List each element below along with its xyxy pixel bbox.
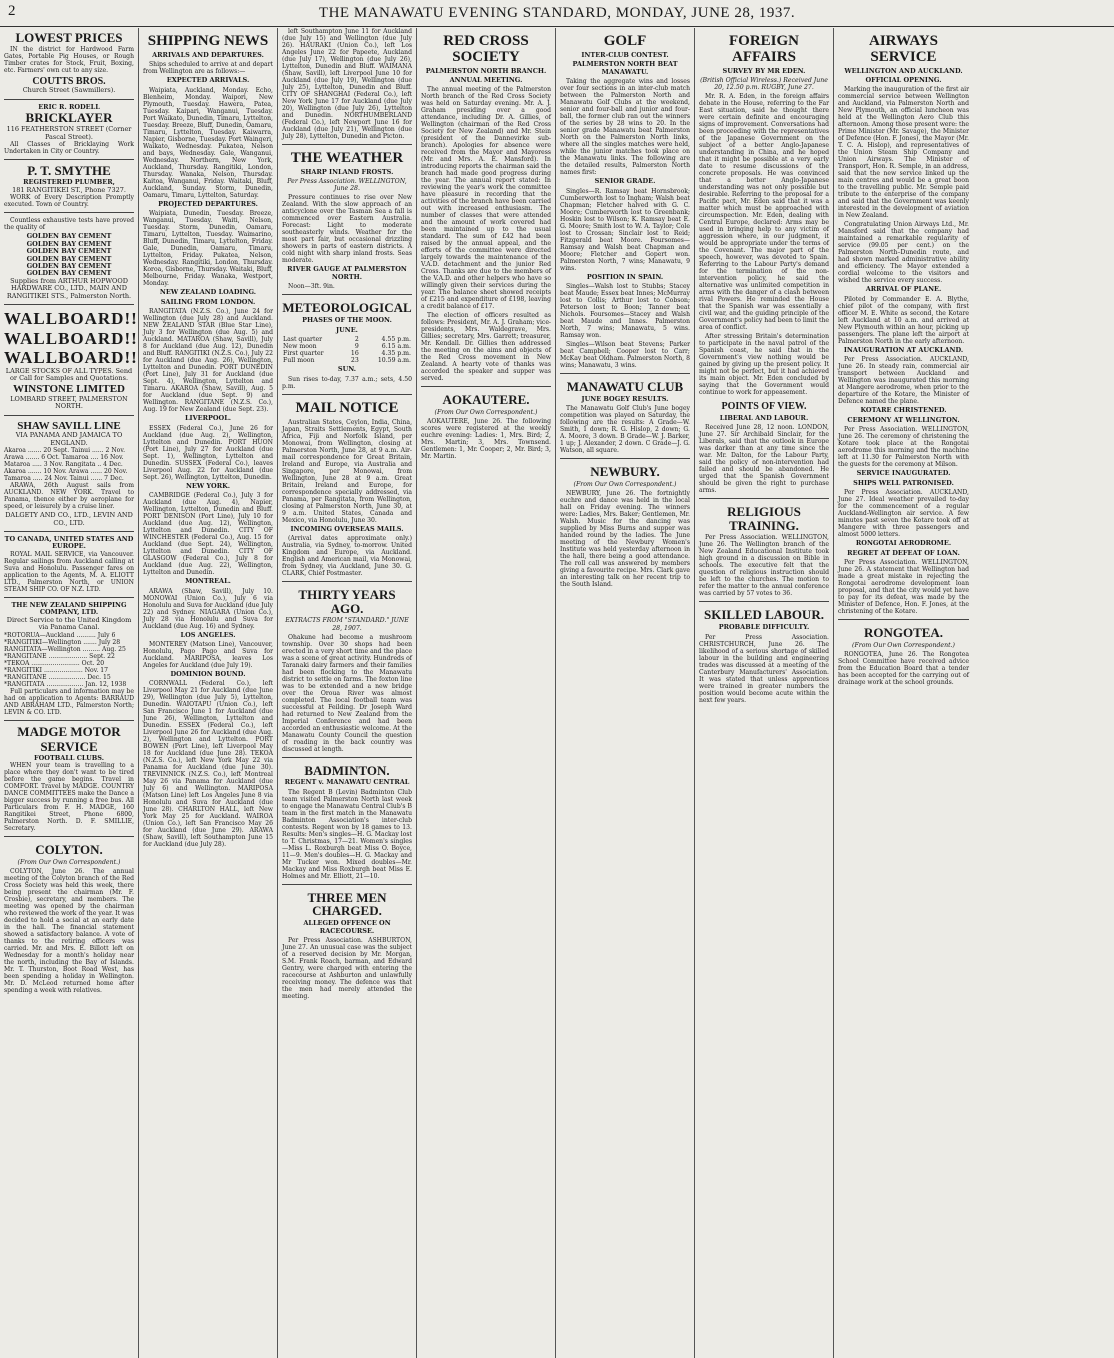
article-subheading: ALLEGED OFFENCE ON RACECOURSE. bbox=[303, 919, 391, 935]
article-heading: GOLF bbox=[603, 33, 647, 49]
sun-text: Sun rises to-day, 7.37 a.m.; sets, 4.50 p.m. bbox=[282, 375, 412, 390]
sailing-row: RANGITATA—Wellington ......... Aug. 25 bbox=[4, 645, 126, 653]
column-5-golf bbox=[556, 28, 695, 1358]
moon-phase: New moon bbox=[283, 343, 317, 351]
article-subheading: SURVEY BY MR EDEN. bbox=[722, 66, 806, 75]
article-body: AOKAUTERE, June 26. The following scores were registered at the weekly euchre evening: Ladies: 1, Mrs. Bird; 2, Mrs. Martin; 3, Mrs. Townsend. Gentlemen: 1, Mr. Cooper; 2, Mr. Bird; 3, Mr. Martin. bbox=[421, 418, 551, 461]
section-subheading: CEREMONY AT WELLINGTON. bbox=[847, 415, 960, 424]
section-body: Piloted by Commander E. A. Blythe, chief pilot of the company, with first officer M. E. White as second, the Kotare left Auckland at 10 a.m. and arrived at New Plymouth within an hour, picking up passengers. The plane left the airport at Palmerston North in the early afternoon. bbox=[838, 295, 969, 345]
divider bbox=[4, 159, 134, 160]
article-source: (From Our Own Correspondent.) bbox=[434, 409, 538, 417]
article-heading: BADMINTON. bbox=[304, 762, 390, 778]
section-heading: NEW YORK. bbox=[185, 481, 231, 490]
section-subheading: SAILING FROM LONDON. bbox=[160, 297, 256, 306]
ad-address: LOMBARD STREET, PALMERSTON NORTH. bbox=[10, 394, 128, 411]
article-body: Per Press Association. ASHBURTON, June 27. An unusual case was the subject of a reserved decision by Mr. Morgan, S.M. Frank Roach, barman, and Edward Gentry, were charged with entering the racecourse at Ashburton and unlawfully receiving money. The defence was that the men had merely attended the meeting. bbox=[282, 937, 412, 1001]
sailing-row: *RANGITATA ................... Jan. 12, 1938 bbox=[4, 680, 127, 688]
divider bbox=[4, 720, 134, 721]
divider bbox=[282, 884, 412, 885]
section-body: MONTEREY (Matson Line), Vancouver, Honolulu, Pago Pago and Suva for Auckland. MARIPOSA, leaves Los Angeles for Auckland (due July 19). bbox=[143, 640, 273, 669]
ad-madge-motor bbox=[4, 725, 134, 832]
article-body: The annual meeting of the Palmerston North branch of the Red Cross Society was held on Saturday evening. Mr. A. J. Graham presiding over a good attendance, including Dr. A. Gillies, of Wellington (chairman of the Red Cross Society for New Zealand) and Mr. Stein (president of the Dannevirke sub-branch). Apologies for absence were received from the Mayor and Mayoress (Mr. and Mrs. A. E. Mansford). In introducing reports the chairman said the branch had made good progress during the year. The annual report stated: In reviewing the year's work the committee have pleasure in recording that the activities of the branch have been carried out with increased enthusiasm. The number of classes that were attended and the amount of work covered had been maintained up to the usual standard. The sum of £42 had been raised by the annual appeal, and the efforts of the committee were directed largely towards the maintenance of the V.A.D. detachment and the junior Red Cross. Thanks are due to the members of the V.A.D. and other helpers who have so willingly given their services during the year. The balance sheet showed receipts of £215 and expenditure of £198, leaving a credit balance of £17. bbox=[421, 86, 551, 311]
table-row bbox=[282, 336, 412, 343]
ad-text: ARAWA, 26th August sails from AUCKLAND. NEW YORK. Travel to Panama, thence either by aeroplane for speed, or leisurely by a cruise liner. bbox=[4, 482, 134, 511]
section-body: Singles—R. Ramsay beat Hornsbrook; Cumberworth lost to Ingham; Walsh beat Chapman; Fletcher halved with G. C. Moore; Cumberworth lost to Greenbank; Hoskin lost to Wilson; K. Ramsay beat E. G. Moore; Smith lost to W. A. Taylor; Cole lost to Crossan; Sinclair lost to Reid; Fitzgerald beat Moore. Foursomes—Ramsay and Walsh beat Chapman and Moore; Fletcher and Gopert won. Palmerston North, 7 wins; Manawatu, 9 wins. bbox=[560, 187, 690, 272]
sailing-row: *RANGITIKI .................... Nov. 17 bbox=[4, 666, 109, 674]
article-heading: NEWBURY. bbox=[590, 464, 660, 480]
ad-address: Church Street (Sawmillers). bbox=[22, 86, 116, 95]
moon-phase: First quarter bbox=[283, 350, 324, 358]
ad-line: GOLDEN BAY CEMENT bbox=[26, 232, 112, 241]
ad-bricklayer bbox=[4, 104, 134, 155]
article-body: RONGOTEA, June 26. The Rongotea School Committee have received advice from the Education Board that a tender has been accepted for the carrying out of drainage work at the school grounds. bbox=[838, 650, 969, 686]
masthead-title: THE MANAWATU EVENING STANDARD, MONDAY, JUNE 28, 1937. bbox=[318, 4, 796, 21]
article-source: (From Our Own Correspondent.) bbox=[852, 641, 955, 649]
article-subheading: PHASES OF THE MOON. bbox=[302, 316, 392, 325]
section-body: CAMBRIDGE (Federal Co.), July 3 for Auckland (due Aug. 4), Napier, Wellington, Lyttelton, Dunedin and Bluff. PORT DENISON (Port Line), July 10 for Auckland (due Aug. 12), Wellington, Lyttelton and Dunedin. CITY OF WINCHESTER (Federal Co.), Aug. 15 for Auckland (due Sept. 24), Wellington, Lyttelton and Dunedin. CITY OF GLASGOW (Federal Co.), July 8 for Auckland (due Aug. 22), Wellington, Lyttelton and Dunedin. bbox=[143, 492, 273, 577]
section-heading: POSITION IN SPAIN. bbox=[586, 272, 664, 281]
section-body: ARAWA (Shaw, Savill), July 10. MONOWAI (Union Co.), July 6 via Honolulu and Suva for Auckland (due July 22) and Sydney. NIAGARA (Union Co.), July 28 via Honolulu and Suva for Auckland (due Aug. 16) and Sydney. bbox=[143, 587, 273, 630]
article-heading: MAIL NOTICE bbox=[295, 399, 399, 416]
ad-name: ERIC R. RODELL bbox=[38, 102, 100, 111]
article-source: (From Our Own Correspondent.) bbox=[573, 480, 677, 488]
moon-time: 6.15 a.m. bbox=[381, 343, 411, 351]
page-number: 2 bbox=[8, 3, 16, 19]
column-7-airways bbox=[834, 28, 973, 1358]
article-heading: THIRTY YEARS AGO. bbox=[298, 587, 396, 616]
article-heading: FOREIGN AFFAIRS bbox=[728, 33, 799, 65]
ad-text: IN the district for Hardwood Farm Gates, Portable Pig Houses, or Rough Timber crates for Stock, Fruit, Boxing, etc. Farmers' own cut to any size. bbox=[4, 45, 134, 74]
section-body: RANGITATA (N.Z.S. Co.), June 24 for Wellington (due July 28) and Auckland. NEW ZEALAND STAR (Blue Star Line), July 3 for Wellington (due Aug. 5) and Auckland. MATAROA (Shaw, Savill), July 8 for Auckland (due Aug. 12), Dunedin and Bluff. RANGITIKI (N.Z.S. Co.), July 22 for Auckland (due Aug. 26), Wellington, Lyttelton and Dunedin. PORT DUNEDIN (Port Line), July 31 for Auckland (due Sept. 4), Wellington, Lyttelton and Timaru. AKAROA (Shaw, Savill), Aug. 5 for Auckland (due Sept. 9) and Wellington. RANGITANE (N.Z.S. Co.), Aug. 19 for New Zealand (due Sept. 23). bbox=[143, 308, 273, 414]
sailing-row: Mataroa ..... 3 Nov. Rangitata .. 4 Dec. bbox=[4, 461, 123, 469]
article-subheading: WELLINGTON AND AUCKLAND. bbox=[844, 66, 963, 75]
ad-wallboard bbox=[4, 309, 138, 411]
article-heading: METEOROLOGICAL bbox=[282, 300, 412, 316]
section-heading: SERVICE INAUGURATED. bbox=[856, 469, 951, 478]
section-body: (Arrival dates approximate only.) Australia, via Sydney, to-morrow. United Kingdom and Europe, via Auckland. English and American mail, via Monowai, from Sydney, via Auckland, June 30. G. CLARK, Chief Postmaster. bbox=[282, 535, 412, 578]
divider bbox=[282, 144, 412, 145]
article-source: (British Official Wireless.) Received June 20, 12.50 p.m. RUGBY, June 27. bbox=[700, 76, 828, 92]
article-body: NEWBURY, June 26. The fortnightly euchre and dance was held in the local hall on Friday evening. The winners were: Ladies, Mrs. Baker; Gentlemen, Mr. Walsh. Music for the dancing was supplied by Miss Burns and supper was handed round by the ladies. The June meeting of the Newbury Women's Institute was held yesterday afternoon in the hall, there being a good attendance. The roll call was answered by members giving a favourite recipe. Mrs. Clark gave an interesting talk on her recent trip to the South Island. bbox=[560, 489, 690, 588]
divider bbox=[282, 394, 412, 395]
article-heading: COLYTON. bbox=[35, 842, 103, 858]
ad-sub: Direct Service to the United Kingdom via Panama Canal. bbox=[6, 615, 132, 632]
sailing-row: Akaroa ....... 10 Nov. Arawa ...... 20 Nov. bbox=[4, 468, 128, 476]
shipping-continued: left Southampton June 11 for Auckland (due July 15) and Wellington (due July 26). HAURAKI (Union Co.), left Los Angeles June 22 for Papeete, Auckland (due July 17), Wellington (due July 26), Lyttelton, Dunedin and Bluff. WAIMANA (Shaw, Savill), left Liverpool June 10 for Auckland (due July 19), Wellington (due July 25), Lyttelton, Dunedin and Bluff. CITY OF SHANGHAI (Federal Co.), left New York June 17 for Auckland (due July 20), Wellington (due July 26), Lyttelton and Dunedin. NORTHUMBERLAND (Federal Co.), left Newport June 16 for Auckland (due July 21), Wellington (due July 28), Lyttelton, Dunedin and Picton. bbox=[282, 28, 412, 140]
article-body: Received June 28, 12 noon. LONDON, June 27. Sir Archibald Sinclair, for the Liberals, said that the outlook in Europe was darker than at any time since the war. Mr. Dalton, for the Labour Party, said the policy of non-intervention had failed and should be abandoned. He urged that the Spanish Government should be given the right to purchase arms. bbox=[699, 424, 829, 495]
article-subheading: JUNE BOGEY RESULTS. bbox=[581, 394, 669, 403]
ad-line: WALLBOARD!! bbox=[4, 328, 138, 348]
section-body: Waipiata, Dunedin, Tuesday. Breeze, Wanganui, Tuesday. Waiti, Nelson, Tuesday. Storm, Dunedin, Oamaru, Timaru, Lyttelton, Tuesday. Waimarino, Bluff, Dunedin, Timaru, Lyttelton, Friday. Gale, Dunedin, Oamaru, Timaru, Lyttelton, Friday. Pukatea, Nelson, Wednesday. Rangitiki, London, Thursday. Koroa, Gisborne, Thursday. Waitaki, Bluff, Melbourne, Friday. Wanaka, Westport, Monday. bbox=[143, 210, 273, 288]
article-body: Congratulating Union Airways Ltd., Mr. Mansford said that the company had maintained a remarkable regularity of service (99.05 per cent.) on the Palmerston North–Dunedin route, and had shown marked administrative ability and efficiency. The Mayor extended a cordial welcome to the visitors and wished the service every success. bbox=[838, 221, 969, 285]
article-subheading: PROBABLE DIFFICULTY. bbox=[718, 623, 810, 632]
ad-supplier: Supplies from ARTHUR HOPWOOD HARDWARE CO., LTD., MAIN AND RANGITIKEI STS., Palmerston North. bbox=[6, 276, 132, 300]
article-heading: POINTS OF VIEW. bbox=[721, 401, 807, 413]
divider bbox=[699, 601, 829, 602]
ad-heading: TO CANADA, UNITED STATES AND EUROPE. bbox=[4, 535, 134, 551]
divider bbox=[4, 597, 134, 598]
article-subheading: SHARP INLAND FROSTS. bbox=[300, 167, 394, 176]
sailing-row: *RANGITIKI—Wellington ....... July 28 bbox=[4, 638, 121, 646]
ad-address: 181 RANGITIKEI ST., Phone 7327. bbox=[12, 185, 126, 194]
ad-line: GOLDEN BAY CEMENT bbox=[26, 239, 112, 248]
moon-day: 23 bbox=[350, 357, 359, 365]
article-body: The Manawatu Golf Club's June bogey competition was played on Saturday, the following are the results: A Grade—W. Smith, 1 down; R. G. Hislop, 2 down; G. A. Moore, 3 down. B Grade—W. J. Barker, 1 up; J. Alexander, 2 down. C Grade—J. G. Watson, all square. bbox=[560, 405, 690, 455]
section-body: Per Press Association. AUCKLAND, June 27. Ideal weather prevailed to-day for the commencement of a regular Auckland-Wellington air service. A few minutes past seven the Kotare took off at Mangere with three passengers and almost 5000 letters. bbox=[838, 489, 969, 539]
article-body: Ohakune had become a mushroom township. Over 30 shops had been erected in a very short time and the place was a scene of great activity. Hundreds of Taranaki dairy farmers and their families had been flocking to the Manawatu district to settle on farms. The foxton line was to be extended and a new bridge over the Oroua River was almost completed. The local football team was successful at Feilding. Dr Joseph Ward had returned to New Zealand from the Imperial Conference and had been accorded an enthusiastic welcome. At the Manawatu County Council the question of roading in the back country was discussed at length. bbox=[282, 633, 412, 753]
article-heading: AIRWAYS SERVICE bbox=[869, 33, 938, 65]
ad-text: WORK of Every Description Promptly executed. Town or Country. bbox=[4, 194, 134, 209]
ad-line: GOLDEN BAY CEMENT bbox=[26, 247, 112, 256]
ad-heading: SHAW SAVILL LINE bbox=[17, 419, 121, 432]
section-body: CORNWALL (Federal Co.), left Liverpool May 21 for Auckland (due June 29), Wellington (due July 5), Lyttelton, Dunedin. WAIOTAPU (Union Co.), left San Francisco June 1 for Auckland (due June 26), Wellington, Lyttelton and Dunedin. ESSEX (Federal Co.), left Liverpool June 26 for Auckland (due Aug. 2), Wellington and Lyttelton. PORT BOWEN (Port Line), left Liverpool May 18 for Auckland (due June 28). TEKOA (N.Z.S. Co.), left New York May 22 via Panama for Auckland (due June 30). TREVINNICK (N.Z.S. Co.), left Montreal May 26 via Panama for Auckland (due July 6) and Wellington. MARIPOSA (Matson Line) left Los Angeles June 8 via Honolulu and Suva for Auckland (due June 28). CHARLTON HALL, left New York May 25 for Auckland. WAIROA (Union Co.), left San Francisco May 26 for Auckland (due June 29). ARAWA (Shaw, Savill), left Southampton June 15 for Auckland (due July 28). bbox=[143, 680, 273, 849]
ad-text: ROYAL MAIL SERVICE, via Vancouver. Regular sailings from Auckland calling at Suva and Honolulu. Passenger fares on application to the Agents, M. A. ELIOTT LTD., Palmerston North, or UNION STEAM SHIP CO. OF N.Z. LTD. bbox=[4, 550, 134, 593]
section-body: Noon—3ft. 9in. bbox=[288, 283, 335, 291]
article-subheading: OFFICIAL OPENING. bbox=[865, 75, 942, 84]
article-subheading: INTER-CLUB CONTEST. bbox=[581, 50, 669, 59]
moon-phases-table bbox=[282, 336, 412, 365]
article-body: Taking the aggregate wins and losses over four sections in an inter-club match between the Palmerston North and Manawatu Golf Clubs at the weekend, senior and four-ball and junior and four-ball, the former club ran out the winners of the series by 28 wins to 20. In the senior grade Manawatu beat Palmerston North on the Palmerston North links, where all the singles matches were held, while the junior matches took place on the Manawatu links. The following are the detailed results, Palmerston North names first: bbox=[560, 78, 690, 177]
section-heading: INCOMING OVERSEAS MAILS. bbox=[290, 524, 404, 533]
article-subheading: PALMERSTON NORTH BEAT MANAWATU. bbox=[572, 60, 678, 76]
ad-heading: MADGE MOTOR SERVICE bbox=[17, 723, 121, 754]
moon-phase: Full moon bbox=[283, 357, 315, 365]
article-source: EXTRACTS FROM "STANDARD." JUNE 28, 1907. bbox=[285, 617, 409, 632]
ad-firm: COUTTS BROS. bbox=[32, 75, 106, 87]
ad-sub: VIA PANAMA AND JAMAICA TO ENGLAND. bbox=[15, 431, 123, 447]
ad-address: 116 FEATHERSTON STREET (Corner Pascal Street). bbox=[6, 125, 132, 141]
moon-time: 4.35 p.m. bbox=[381, 350, 411, 358]
article-heading: THE WEATHER bbox=[290, 150, 404, 166]
article-body: The Regent B (Levin) Badminton Club team visited Palmerston North last week to engage the Manawatu Central Club's B team in the first match in the Manawatu Badminton Association's inter-club contests. Regent won by 18 games to 13. Results: Men's singles—H. G. Mackay lost to T. Christmas, 17—21. Women's singles—Miss L. Roxburgh beat Miss O. Boyce, 11—9. Men's doubles—H. G. Mackay and Mr Tucker won. Mixed doubles—Mr. Mackay and Miss Roxburgh beat Miss E. Holmes and Mr. Elliott, 21—10. bbox=[282, 788, 412, 880]
article-body: Australian States, Ceylon, India, China, Japan, Straits Settlements, Egypt, South Africa, Fiji and Norfolk Island, per Monowai, from Wellington, closing at Palmerston North, June 28, at 9 a.m. Air-mail correspondence for Great Britain, Ireland and Europe, via Australia and Singapore, per Monowai, from Wellington, June 28 at 9 a.m. Great Britain, Ireland and Europe, for correspondence specially addressed, via Panama, per Rangitata, from Wellington, closing at Palmerston North, June 30, at 9 a.m. United States, Canada and Mexico, via Honolulu, June 30. bbox=[282, 418, 412, 524]
ad-heading: BRICKLAYER bbox=[25, 110, 113, 126]
article-heading: RELIGIOUS TRAINING. bbox=[727, 504, 801, 533]
ad-text: WHEN your team is travelling to a place where they don't want to be tired before the game begins. Travel in COMFORT. Travel by MADGE. COUNTRY DANCE COMMITTEES make the Dance a bigger success by running a free bus. All Particulars from F. H. MADGE, 160 Rangitikei Street, Phone 6800, Palmerston North. D. F. SMILLIE, Secretary. bbox=[4, 762, 134, 833]
columns bbox=[0, 28, 1114, 1358]
ad-heading: THE NEW ZEALAND SHIPPING COMPANY, LTD. bbox=[11, 600, 127, 617]
article-intro: Ships scheduled to arrive at and depart from Wellington are as follows:— bbox=[143, 61, 273, 76]
ad-firm: WINSTONE LIMITED bbox=[13, 382, 125, 395]
sailing-row: Tamaroa ..... 24 Nov. Tainui ...... 7 Dec. bbox=[4, 475, 124, 483]
moon-day: 16 bbox=[350, 350, 359, 358]
section-heading: RONGOTAI AERODROME. bbox=[855, 539, 952, 548]
section-body: Per Press Association. WELLINGTON, June 26. The ceremony of christening the Kotare took place at the Rongotai aerodrome this morning and the machine left at 11.30 for Palmerston North with the guests for the ceremony at Milson. bbox=[838, 426, 969, 469]
ad-text: Full particulars and information may be had on application to Agents: BARRAUD AND ABRAHAM LTD., Palmerston North; LEVIN & CO. LTD. bbox=[4, 687, 134, 716]
ad-line: GOLDEN BAY CEMENT bbox=[26, 269, 112, 278]
column-2-shipping bbox=[139, 28, 278, 1358]
ad-sub: FOOTBALL CLUBS. bbox=[34, 753, 104, 762]
divider bbox=[282, 581, 412, 582]
article-body: Pressure continues to rise over New Zealand. With the slow approach of an anticyclone over the Tasman Sea a fall is commenced over Eastern Australia. Forecast: Light to moderate southeasterly winds. Weather for the most part fair, but occasional drizzling showers in parts of eastern districts. A cold night with sharp inland frosts. Seas moderate. bbox=[282, 194, 412, 265]
article-heading: SKILLED LABOUR. bbox=[704, 607, 824, 623]
section-body: Per Press Association. WELLINGTON, June 26. A statement that Wellington had made a great mistake in rejecting the Rongotai aerodrome development loan proposal, and that the city would yet have to pay for its defeat, was made by the Minister of Defence, Hon. F. Jones, at the christening of the Kotare. bbox=[838, 559, 969, 616]
sailing-row: *ROTORUA—Auckland .......... July 6 bbox=[4, 631, 116, 639]
article-heading: THREE MEN CHARGED. bbox=[307, 889, 387, 919]
divider bbox=[699, 498, 829, 499]
ad-heading: LOWEST PRICES bbox=[15, 30, 123, 45]
moon-phase: Last quarter bbox=[283, 335, 323, 343]
moon-day: 9 bbox=[354, 343, 359, 351]
section-subheading: SHIPS WELL PATRONISED. bbox=[853, 478, 954, 487]
moon-day: 2 bbox=[354, 335, 359, 343]
article-body: Per Press Association. CHRISTCHURCH, June 26. The likelihood of a serious shortage of skilled labour in the building and engineering trades was discussed at a meeting of the Canterbury Manufacturers' Association. It was stated that unless apprentices were trained in greater numbers the position would become acute within the next few years. bbox=[699, 633, 829, 704]
sun-heading: SUN. bbox=[337, 365, 357, 374]
article-body: After stressing Britain's determination to participate in the naval patrol of the Spanish coast, he said that in the Government's view nothing would be gained by giving up the present policy. It might not be perfect, but it had achieved its main object. Mr. Eden concluded by saying that the Government would continue to work for appeasement. bbox=[699, 333, 829, 397]
section-heading: ARRIVAL OF PLANE. bbox=[865, 285, 942, 294]
ad-line: GOLDEN BAY CEMENT bbox=[26, 262, 112, 270]
ad-shaw-savill bbox=[4, 420, 134, 528]
ad-text: LARGE STOCKS OF ALL TYPES. Send or Call for Samples and Quotations. bbox=[5, 366, 133, 383]
column-1-advertisements bbox=[0, 28, 139, 1358]
moon-time: 10.59 a.m. bbox=[377, 357, 411, 365]
divider bbox=[4, 836, 134, 837]
section-heading: SENIOR GRADE. bbox=[594, 177, 656, 186]
masthead bbox=[0, 0, 1114, 27]
section-body: ESSEX (Federal Co.), June 26 for Auckland (due Aug. 2), Wellington, Lyttelton and Dunedin. PORT HUON (Port Line), July 27 for Auckland (due Sept. 1), Wellington, Lyttelton and Dunedin. SUSSEX (Federal Co.), leaves Liverpool Aug. 22 for Auckland (due Sept. 26), Wellington, Lyttelton, Dunedin. bbox=[143, 424, 273, 481]
divider bbox=[4, 212, 134, 213]
sailing-row: *RANGITANE .................... Sept. 22 bbox=[4, 652, 115, 660]
section-heading: LIVERPOOL. bbox=[184, 414, 232, 423]
divider bbox=[4, 415, 134, 416]
article-body: Mr. R. A. Eden, in the foreign affairs debate in the House, referring to the Far East situation, said he thought there were certain definite and encouraging signs of improvement. Conversations had been proceeding with the representatives of the Japanese Government on the subject of a better Anglo-Japanese understanding in China, and he hoped that it might be possible at a very early date to resume discussions of the concrete proposals. He was convinced that a better Anglo-Japanese understanding was not only possible but desirable. Referring to the proposal for a Pacific pact, Mr. Eden said that it was a matter which must be approached with circumspection. Mr. Eden, dealing with Central Europe, declared: Arms may be used in bringing help to any victim of aggression where, in our judgment, it would be appropriate under the terms of the Covenant. The major part of the speech, however, was devoted to Spain. Referring to the Labour Party's demand for the termination of the non-intervention policy, he said the alternative was unlimited competition in arms with the danger of a clash between rival Powers. He reminded the House that the Spanish war was essentially a civil war, and the guiding principle of the Government's policy had been to limit the area of conflict. bbox=[699, 93, 829, 332]
divider bbox=[4, 531, 134, 532]
divider bbox=[421, 386, 551, 387]
section-heading: PROJECTED DEPARTURES. bbox=[158, 199, 258, 208]
sailing-row: *TEKOA ......................... Oct. 20 bbox=[4, 659, 105, 667]
sailing-row: *RANGITANE ................... Dec. 15 bbox=[4, 673, 111, 681]
sailing-row: Arawa ....... 6 Oct. Tamaroa .... 16 Nov. bbox=[4, 454, 124, 462]
moon-month: JUNE. bbox=[336, 325, 358, 334]
section-heading: MONTREAL. bbox=[185, 577, 231, 586]
divider bbox=[4, 99, 134, 100]
divider bbox=[4, 304, 134, 305]
table-row bbox=[282, 357, 412, 364]
article-subheading: ANNUAL MEETING. bbox=[449, 75, 523, 84]
article-heading: RED CROSS SOCIETY bbox=[443, 33, 529, 65]
column-4-red-cross bbox=[417, 28, 556, 1358]
column-3-weather-mail bbox=[278, 28, 417, 1358]
ad-line: WALLBOARD!! bbox=[4, 309, 138, 329]
ad-line: WALLBOARD!! bbox=[4, 348, 138, 368]
ad-agents: DALGETY AND CO., LTD., LEVIN AND CO., LTD. bbox=[5, 511, 133, 527]
section-heading: DOMINION BOUND. bbox=[170, 669, 246, 678]
section-subheading: REGRET AT DEFEAT OF LOAN. bbox=[847, 548, 960, 557]
article-body: Marking the inauguration of the first air commercial service between Wellington and Auckland, via Palmerston North and New Plymouth, an official luncheon was held at the Wellington Aero Club this afternoon. Among those present were: the Prime Minister (Mr. Savage), the Minister of Defence (Hon. F. Jones), the Mayor (Mr. T. C. A. Hislop), and representatives of the Union Steam Ship Company and Union Airways. The Minister of Transport, Hon. R. Semple, in an address, said that the new service linked up the main centres and would be a great boon to the travelling public. Mr. Semple paid tribute to the enterprise of the company and said that the Government was keenly interested in the development of aviation in New Zealand. bbox=[838, 86, 970, 220]
divider bbox=[282, 294, 412, 295]
article-subheading: REGENT v. MANAWATU CENTRAL bbox=[284, 778, 410, 787]
ad-golden-bay-cement bbox=[4, 217, 134, 300]
section-heading: NEW ZEALAND LOADING. bbox=[159, 288, 257, 297]
table-row bbox=[282, 350, 412, 357]
column-6-foreign-affairs bbox=[695, 28, 834, 1358]
article-body: The election of officers resulted as follows: President, Mr. A. J. Graham; vice-presidents, Mrs. Waldegrave, Mrs. Gillies; secretary, Mrs. Garrett; treasurer, Mr. Kendall. Dr. Gillies then addressed the meeting on the aims and objects of the Red Cross movement in New Zealand. A hearty vote of thanks was accorded the speaker and supper was served. bbox=[421, 312, 551, 383]
article-subheading: ARRIVALS AND DEPARTURES. bbox=[152, 50, 264, 59]
section-heading: LOS ANGELES. bbox=[180, 630, 236, 639]
moon-time: 4.55 p.m. bbox=[381, 335, 411, 343]
article-source: (From Our Own Correspondent.) bbox=[17, 858, 121, 866]
article-heading: SHIPPING NEWS bbox=[147, 33, 269, 49]
section-body: Singles—Walsh lost to Stubbs; Stacey beat Maude; Essex beat Innes; McMurray lost to Collis; Arthur lost to Cobson; Peterson lost to Boon; Tanner beat Nichols. Foursomes—Stacey and Walsh beat Maude and Innes. Palmerston North, 7 wins; Manawatu, 5 wins. Ramsay won. bbox=[560, 283, 690, 340]
article-body: COLYTON, June 26. The annual meeting of the Colyton branch of the Red Cross Society was held this week, there being present the chairman (Mr. F. Crosbie), secretary, and members. The meeting was opened by the chairman who reviewed the work of the year. It was decided to hold a social at an early date in the hall. The financial statement showed a satisfactory balance. A vote of thanks to the retiring officers was carried. Mr. and Mrs. E. Billott left on Wednesday for a month's holiday near the north, including the Bay of Islands. Mr. T. Thurston, Boot Road West, has been spending a holiday in Wellington. Mr. D. McLeod returned home after spending a week with relatives. bbox=[4, 867, 134, 994]
article-heading: AOKAUTERE. bbox=[442, 392, 530, 408]
section-body: Per Press Association. AUCKLAND, June 26. In steady rain, commercial air transport between Auckland and Wellington was inaugurated this morning at Mangere aerodrome, when prior to the departure of the Kotare, the Minister of Defence named the plane. bbox=[838, 356, 969, 406]
section-body: Waipiata, Auckland, Monday. Echo, Blenheim, Monday. Waipori, New Plymouth, Tuesday. Hawera, Patea, Tuesday. Kaipari, Wanganui, Tuesday. Port Waikato, Dunedin, Timaru, Lyttelton, Tuesday. Breeze, Bluff, Dunedin, Oamaru, Timaru, Lyttelton, Tuesday. Kaiwarra, Napier, Gisborne, Tuesday. Port Waingeri, Waikato, Wednesday. Pukatea, Nelson and bays, Wednesday. Gale, Wanganui, Wednesday. Northern, New York, Auckland, Thursday. Rangitiki, London, Thursday. Wanaka, Nelson, Thursday. Kaitoa, Wanganui, Friday. Waitaki, Bluff, Auckland, Sunday. Storm, Dunedin, Oamaru, Timaru, Lyttelton, Saturday. bbox=[143, 86, 273, 199]
divider bbox=[560, 373, 690, 374]
article-source: Per Press Association. WELLINGTON, June 28. bbox=[287, 178, 407, 193]
ad-heading: REGISTERED PLUMBER, bbox=[23, 178, 115, 187]
article-body: Per Press Association. WELLINGTON, June 26. The Wellington branch of the New Zealand Educational Institute took high ground in a discussion on Bible in schools. The executive felt that the question of religious instruction should be left to the churches. The motion to refer the matter to the annual conference was carried by 57 votes to 36. bbox=[699, 534, 829, 598]
ad-royal-mail bbox=[4, 536, 134, 593]
section-heading: INAUGURATION AT AUCKLAND. bbox=[843, 345, 964, 354]
ad-plumber bbox=[4, 164, 134, 208]
ad-lowest-prices bbox=[4, 31, 134, 95]
ad-text: Countless exhaustive tests have proved the quality of bbox=[4, 217, 134, 232]
article-subheading: PALMERSTON NORTH BRANCH. bbox=[425, 66, 547, 75]
section-body: Singles—Wilson beat Stevens; Parker beat Campbell; Cooper lost to Carr; McKay beat Oldham. Palmerston North, 8 wins; Manawatu, 3 wins. bbox=[560, 341, 690, 370]
table-row bbox=[282, 343, 412, 350]
article-heading: MANAWATU CLUB bbox=[566, 379, 684, 395]
sailing-row: Akaroa ....... 20 Sept. Tainui ...... 2 Nov. bbox=[4, 447, 126, 455]
ad-line: GOLDEN BAY CEMENT bbox=[26, 254, 112, 263]
divider bbox=[560, 458, 690, 459]
section-heading: RIVER GAUGE AT PALMERSTON NORTH. bbox=[287, 265, 407, 281]
ad-nz-shipping bbox=[4, 602, 134, 716]
section-heading: EXPECTED ARRIVALS. bbox=[166, 76, 250, 85]
divider bbox=[838, 619, 969, 620]
ad-text: All Classes of Bricklaying Work Undertaken in City or Country. bbox=[4, 141, 134, 156]
ad-name: P. T. SMYTHE bbox=[27, 163, 111, 179]
section-heading: KOTARE CHRISTENED. bbox=[860, 406, 947, 415]
article-subheading: LIBERAL AND LABOUR. bbox=[719, 413, 809, 422]
divider bbox=[282, 757, 412, 758]
article-heading: RONGOTEA. bbox=[863, 625, 944, 641]
